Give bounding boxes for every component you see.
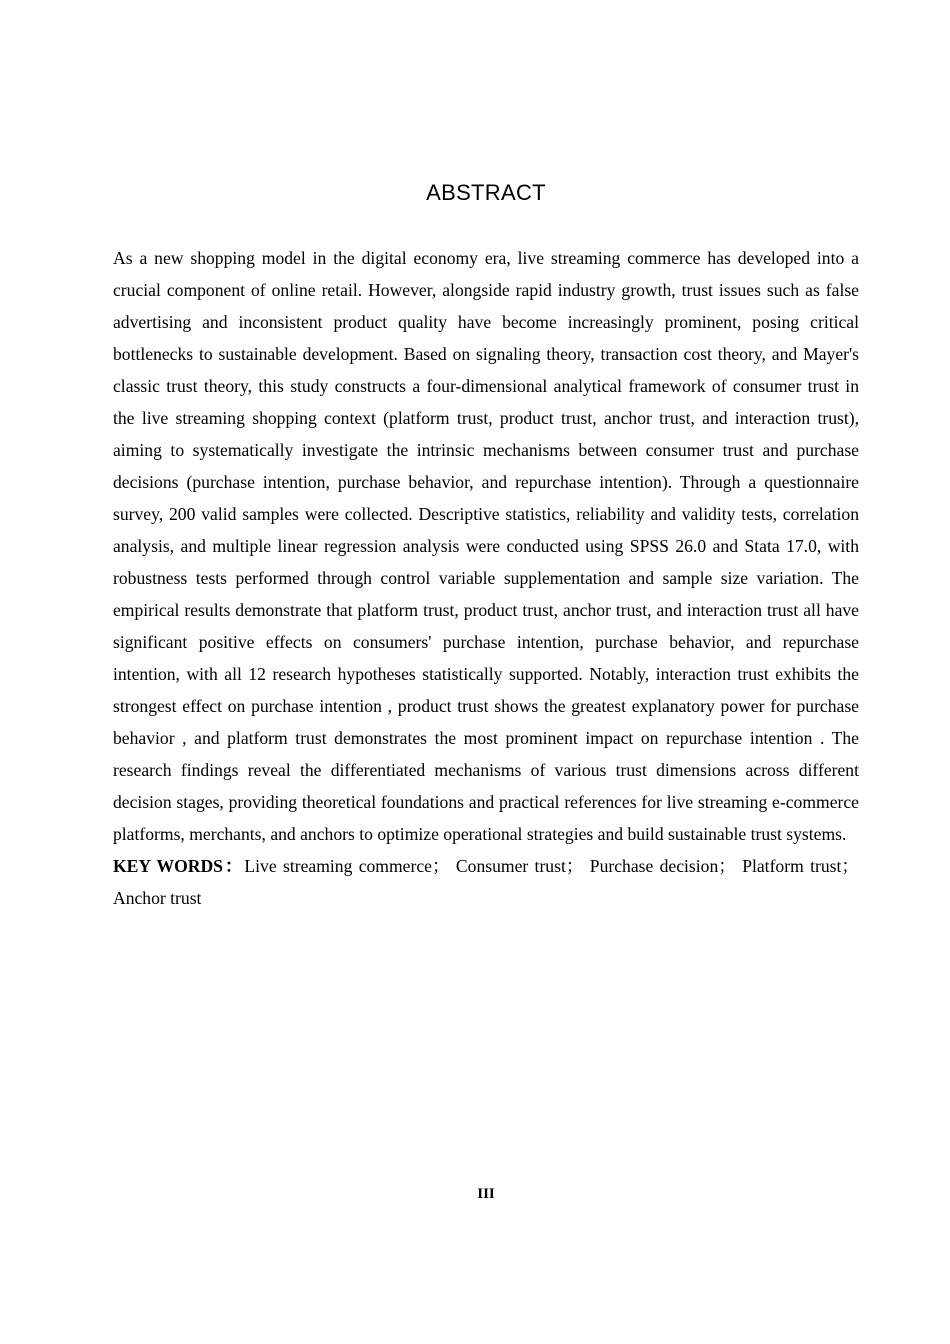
- abstract-title: ABSTRACT: [426, 180, 546, 205]
- abstract-paragraph: As a new shopping model in the digital economy era, live streaming commerce has developed into a crucial component of online retail. However, alongside rapid industry growth, trust issues such as false advertising and inconsistent product quality have become increasingly prominent, posing critical bottlenecks to sustainable development. Based on signaling theory, transaction cost theory, and Mayer's classic trust theory, this study constructs a four-dimensional analytical framework of consumer trust in the live streaming shopping context (platform trust, product trust, anchor trust, and interaction trust), aiming to systematically investigate the intrinsic mechanisms between consumer trust and purchase decisions (purchase intention, purchase behavior, and repurchase intention). Through a questionnaire survey, 200 valid samples were collected. Descriptive statistics, reliability and validity tests, correlation analysis, and multiple linear regression analysis were conducted using SPSS 26.0 and Stata 17.0, with robustness tests performed through control variable supplementation and sample size variation. The empirical results demonstrate that platform trust, product trust, anchor trust, and interaction trust all have significant positive effects on consumers' purchase intention, purchase behavior, and repurchase intention, with all 12 research hypotheses statistically supported. Notably, interaction trust exhibits the strongest effect on purchase intention , product trust shows the greatest explanatory power for purchase behavior , and platform trust demonstrates the most prominent impact on repurchase intention . The research findings reveal the differentiated mechanisms of various trust dimensions across different decision stages, providing theoretical foundations and practical references for live streaming e-commerce platforms, merchants, and anchors to optimize operational strategies and build sustainable trust systems.: [113, 248, 859, 844]
- keyword-separator: ；: [431, 856, 450, 876]
- keywords-line: [113, 850, 859, 914]
- keyword-separator: ；: [718, 856, 736, 876]
- keyword-separator: ；: [841, 856, 859, 876]
- keyword-separator: ；: [565, 856, 584, 876]
- keyword-item: Anchor trust: [113, 888, 202, 908]
- keyword-item: Purchase decision: [589, 856, 719, 876]
- keywords-label: KEY WORDS：: [113, 856, 245, 876]
- page-number: III: [477, 1186, 495, 1202]
- keyword-item: Live streaming commerce: [244, 856, 432, 876]
- abstract-body: [113, 242, 859, 914]
- keyword-item: Platform trust: [742, 856, 842, 876]
- keyword-item: Consumer trust: [455, 856, 566, 876]
